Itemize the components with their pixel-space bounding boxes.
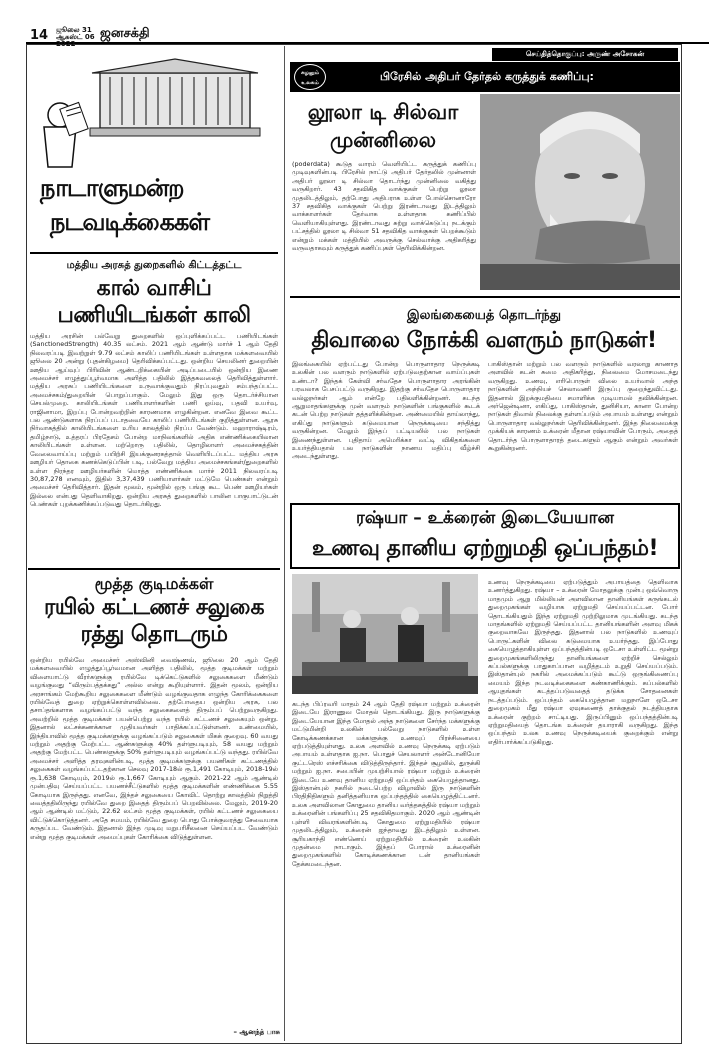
railway-headline <box>28 594 280 648</box>
section-credit-bar: செய்தித்தொகுப்பு: அருண் அசோகன் <box>492 48 678 61</box>
issue-date-line1: ஜூலை 31 <box>56 26 92 34</box>
globe-logo-icon <box>294 64 326 90</box>
railway-headline-line2: ரயில் கட்டணச் சலுகை <box>43 595 265 620</box>
railway-headline-line1: மூத்த குடிமக்கள் <box>94 574 214 593</box>
srilanka-body-col1: இலங்கையில் ஏற்பட்டது போன்ற பொருளாதார நெருக்கடி உலகின் பல வளரும் நாடுகளில் ஏற்படுவதற்கான வாய்ப்புகள் உண்டா? இந்தக் கேள்வி சர்வதேச பொருளாதார அரங்கின் பரவலாக பேசப்பட்டு வருகிறது. இதற்கு சர்வதேச பொருளாதார வல்லுநர்கள் ஆம் என்றே பதிலளிக்கின்றனர். கடந்த ஆறுமாதங்களுக்கு முன் வளரும் நாடுகளின் பங்குகளில் கூடக் கடன் பெற்ற நாடுகள் தத்தளிக்கின்றன. அண்மையில் தாய்லாந்து, எகிப்து நாடுகளும் கடுமையான நெருக்கடியை சந்தித்து வருகின்றன. மேலும் இந்தப் பட்டியலில் பல நாடுகள் இணைந்துள்ளன. புதிதாய் அமெரிக்கா வட்டி விகிதங்களை உயர்த்தியதால் பல நாடுகளின் நாணய மதிப்பு வீழ்ச்சி அடைந்துள்ளது. <box>292 360 480 461</box>
divider <box>290 296 680 298</box>
divider <box>30 252 278 254</box>
russia-body-col2: உணவு நெருக்கடியை ஏற்படுத்தும் அபாயத்தை தெளிவாக உணர்த்துகிறது. ரஷ்யா – உக்ரைன் மோதலுக்கு முன்பு ஒவ்வொரு மாதமும் ஆறு மில்லியன் அளவிலான தானியங்கள் கருங்கடல் துறைமுகங்கள் வழியாக ஏற்றுமதி செய்யப்பட்டன. போர் தொடங்கியதும் இந்த ஏற்றுமதி முற்றிலுமாக முடங்கியது. கடந்த மாதங்களில் ஏற்றுமதி செய்யப்பட்ட தானியங்களின் அளவு மிகக் குறைவாகவே இருந்தது. இதனால் பல நாடுகளில் உணவுப் பொருட்களின் விலை கடுமையாக உயர்ந்தது. இப்போது கையெழுத்தாகியுள்ள ஒப்பந்தத்தின்படி ஒடேசா உள்ளிட்ட மூன்று துறைமுகங்களிலிருந்து தானியங்களை ஏற்றிச் செல்லும் கப்பல்களுக்கு பாதுகாப்பான வழித்தடம் உறுதி செய்யப்படும். இஸ்தான்புல் நகரில் அமைக்கப்படும் கூட்டு ஒருங்கிணைப்பு மையம் இந்த நடவடிக்கைகளை கண்காணிக்கும். கப்பல்களில் ஆயுதங்கள் கடத்தப்படுவதைத் தடுக்க சோதனைகள் நடத்தப்படும். ஒப்பந்தம் கையெழுத்தான மறுநாளே ஒடேசா துறைமுகம் மீது ரஷ்யா ஏவுகணைத் தாக்குதல் நடத்தியதாக உக்ரைன் குற்றம் சாட்டியது. இருப்பினும் ஒப்பந்தத்தின்படி ஏற்றுமதியைத் தொடங்க உக்ரைன் தயாராகி வருகிறது. இந்த ஒப்பந்தம் உலக உணவு நெருக்கடியைக் குறைக்கும் என்று எதிர்பார்க்கப்படுகிறது. <box>488 578 678 746</box>
lula-headline <box>290 98 476 154</box>
lula-headline-line1: லூலா டி சில்வா <box>307 100 459 124</box>
lula-portrait-photo <box>480 94 680 290</box>
srilanka-headline: திவாலை நோக்கி வளரும் நாடுகள்! <box>311 328 657 353</box>
vacancy-headline-line1: கால் வாசிப் <box>96 276 212 301</box>
page-header <box>26 0 709 48</box>
russia-headline-line2: உணவு தானிய ஏற்றுமதி ஒப்பந்தம்! <box>311 536 659 561</box>
vacancy-subhead: மத்திய அரசுத் துறைகளில் கிட்டத்தட்ட <box>66 260 242 271</box>
vacancy-article-body: மத்திய அரசின் பல்வேறு துறைகளில் ஒப்புளிக்கப்பட்ட பணியிடங்கள் (SanctionedStrength) 40.35 லட்சம். 2021 ஆம் ஆண்டு மார்ச் 1 ஆம் தேதி நிலவரப்படி இவற்றுள் 9.79 லட்சம் காலிப் பணியிடங்கள் உள்ளதாக மக்களவையில் ஜூலை 20 அன்று (புதன்கிழமை) தெரிவிக்கப்பட்டது. ஒன்றிய செயலினர் துறையின் ஊதிய ஆய்வுப் பிரிவின் ஆண்டறிக்கையின் அடிப்படையில் ஒன்றிய இணை அமைச்சர் எழுத்துப்பூர்வமாக அளித்த பதிலில் இத்தகவலைத் தெரிவித்துள்ளார். மத்திய அரசுப் பணியிடங்களை உருவாக்குவதும் நிரப்புவதும் சம்பந்தப்பட்ட அமைச்சகம்/துறையின் பொறுப்பாகும். மேலும் இது ஒரு தொடர்ச்சியான செயல்முறை. காலியிடங்கள் பணியாளர்களின் பணி ஓய்வு, பதவி உயர்வு, ராஜினாமா, இறப்பு போன்றவற்றின் காரணமாக எழுகின்றன. எனவே இவை கூட்ட பல ஆண்டுகளாக நிரப்பப் படாதவையே காலிப் பணியிடங்கள் குறித்துள்ளன. ஆரசு நிர்வாகத்தில் காலியிடங்களை உரிய காலத்தில் நிரப்ப வேண்டும். மஹாராஷ்டிரம், தமிழ்நாடு, உத்தரப் பிரதேசம் போன்ற மாநிலங்களில் அதிக எண்ணிக்கையிலான காலியிடங்கள் உள்ளன. மற்றொரு பதிலில், தொழிலாளர் அமைச்சகத்தின் வேலைவாய்ப்பு மற்றும் பயிற்சி இயக்குனரகத்தால் வெளியிடப்பட்ட மத்திய அரசு ஊழியர் தொகை கணக்கெடுப்பின் படி, பல்வேறு மத்திய அமைச்சகங்கள்/துறைகளில் உள்ள நிரந்தர ஊழியர்களின் மொத்த எண்ணிக்கை மார்ச் 2011 நிலவரப்படி 30,87,278 எனவும், இதில் 3,37,439 பணியாளர்கள் மட்டுமே பெண்கள் என்றும் அமைச்சர் தெரிவித்தார். இதன் மூலம், மூன்றில் ஒரு பங்கு கூட பெண் ஊழியர்கள் இல்லை என்பது தெளிவாகிறது. ஒன்றிய அரசுத் துறைகளில் பாலின பாகுபாட்டுடன் பெண்கள் புறக்கணிக்கப்படுவது தொடர்கிறது. <box>30 332 278 509</box>
vacancy-headline-line2: பணியிடங்கள் காலி <box>57 303 251 328</box>
parliament-title-line1: நாடாளுமன்ற <box>40 174 184 202</box>
vacancy-headline <box>28 275 280 329</box>
parliament-title-line2: நடவடிக்கைகள் <box>50 208 209 236</box>
lula-headline-line2: முன்னிலை <box>329 128 437 152</box>
srilanka-body-col2: பாகிஸ்தான் மற்றும் பல வளரும் நாடுகளில் வரலாறு காணாத அளவில் கடன் சுமை அதிகரித்து, நிலைமை மோசமடைந்து வருகிறது. உணவு, எரிபொருள் விலை உயர்வால் அந்த நாடுகளின் அந்நியச் செலாவணி இருப்பு குறைந்துவிட்டது. இதனால் இறக்குமதியை சமாளிக்க முடியாமல் தவிக்கின்றன. அர்ஜென்டினா, எகிப்து, பாகிஸ்தான், துனிசியா, கானா போன்ற நாடுகள் திவால் நிலைக்கு தள்ளப்படும் அபாயம் உள்ளது என்றும் பொருளாதார வல்லுநர்கள் தெரிவிக்கின்றனர். இந்த நிலைமைக்கு முக்கியக் காரணம் உக்ரைன் மீதான ரஷ்யாவின் போரும், அதைத் தொடர்ந்த பொருளாதாரத் தடைகளும் ஆகும் என்றும் அவர்கள் கூறுகின்றனர். <box>488 360 678 453</box>
logo-line2: உலகம் <box>301 80 319 86</box>
brazil-banner-text: பிரேசில் அதிபர் தேர்தல் கருத்துக் கணிப்பு: <box>380 70 594 83</box>
parliament-section-title <box>30 172 278 248</box>
russia-body-col1: கடந்த பிப்ரவரி மாதம் 24 ஆம் தேதி ரஷ்யா மற்றும் உக்ரைன் இடையே இராணுவ மோதல் தொடங்கியது. இரு நாடுகளுக்கு இடையேயான இந்த மோதல் அந்த நாடுகளை சேர்ந்த மக்களுக்கு மட்டுமின்றி உலகின் பல்வேறு நாடுகளில் உள்ள கோடிக்கணக்கான மக்களுக்கு உணவுப் பிரச்சினையை ஏற்படுத்தியுள்ளது. உலக அளவில் உணவு நெருக்கடி ஏற்படும் அபாயம் உள்ளதாக ஐ.நா. பொதுச் செயலாளர் அன்டோனியோ குட்டரெஸ் எச்சரிக்கை விடுத்திருந்தார். இந்தச் சூழலில், துருக்கி மற்றும் ஐ.நா. சபையின் முயற்சியால் ரஷ்யா மற்றும் உக்ரைன் இடையே உணவு தானிய ஏற்றுமதி ஒப்பந்தம் கையெழுத்தானது. இஸ்தான்புல் நகரில் நடைபெற்ற விழாவில் இரு நாடுகளின் பிரதிநிதிகளும் தனித்தனியாக ஒப்பந்தத்தில் கையெழுத்திட்டனர். உலக அளவிலான கோதுமை தானிய வர்த்தகத்தில் ரஷ்யா மற்றும் உக்ரைனின் பங்களிப்பு 25 சதவிகிதமாகும். 2020 ஆம் ஆண்டின் புள்ளி விவரங்களின்படி கோதுமை ஏற்றுமதியில் ரஷ்யா முதலிடத்திலும், உக்ரைன் ஐந்தாவது இடத்திலும் உள்ளன. சூரியகாந்தி எண்ணெய் ஏற்றுமதியில் உக்ரைன் உலகின் முதன்மை நாடாகும். இந்தப் போரால் உக்ரைனின் துறைமுகங்களில் கோடிக்கணக்கான டன் தானியங்கள் தேக்கமடைந்தன. <box>292 700 480 868</box>
railway-byline: – ஆனந்த் பாசு <box>233 1028 280 1036</box>
world-section-banner <box>290 62 680 92</box>
grain-deal-signing-photo <box>292 574 478 694</box>
railway-article-body: ஒன்றிய ரயில்வே அமைச்சர் அஸ்வினி வைஷ்ணவ், ஜூலை 20 ஆம் தேதி மக்களவையில் எழுத்துப்பூர்வமான அளித்த பதிலில், மூத்த குடிமக்கள் மற்றும் விளையாட்டு வீரர்களுக்கு ரயில்வே டிக்கெட்டுகளில் சலுகைகளை மீண்டும் வழங்குவது “விரும்பத்தக்கது” அல்ல என்று கூறியுள்ளார். இதன் மூலம், ஒன்றிய அரசாங்கம் மேற்கூறிய சலுகைகளை மீண்டும் வழங்குவதாக எழுந்த கோரிக்கைகளை ரயில்வேத் துறை ஏற்றுக்கொள்ளவில்லை. தற்போதைய ஒன்றிய அரசு, பல தசாப்தங்களாக வழங்கப்பட்டு வந்த சலுகைகளைத் திரும்பப் பெற்றுவருகிறது. அவற்றில் மூத்த குடிமக்கள் பயன்பெற்று வந்த ரயில் கட்டணச் சலுகையும் ஒன்று. இதனால் லட்சக்கணக்கான முதியவர்கள் பாதிக்கப்பட்டுள்ளனர். உண்மையில், இந்தியாவில் மூத்த குடிமக்களுக்கு வழங்கப்படும் சலுகைகள் மிகக் குறைவு. 60 வயது மற்றும் அதற்கு மேற்பட்ட ஆண்களுக்கு 40% தள்ளுபடியும், 58 வயது மற்றும் அதற்கு மேற்பட்ட பெண்களுக்கு 50% தள்ளுபடியும் வழங்கப்பட்டு வந்தது. ரயில்வே அமைச்சர் அளித்த தரவுகளின்படி, மூத்த குடிமக்களுக்கு பயணிகள் கட்டணத்தில் சலுகைகள் வழங்கப்பட்டதற்கான செலவு 2017-18ல் ரூ.1,491 கோடியும், 2018-19ல் ரூ.1,638 கோடியும், 2019ல் ரூ.1,667 கோடியும் ஆகும். 2021-22 ஆம் ஆண்டில் முன்பதிவு செய்யப்பட்ட பயணச்சீட்டுகளில் மூத்த குடிமக்களின் எண்ணிக்கை 5.55 கோடியாக இருந்தது. எனவே, இந்தச் சலுகையை கோவிட் தொற்று காலத்தில் நிறுத்தி வைத்ததிலிருந்து ரயில்வே துறை இதைத் திரும்பப் பெறவில்லை. மேலும், 2019-20 ஆம் ஆண்டில் மட்டும், 22.62 லட்சம் மூத்த குடிமக்கள், ரயில் கட்டணச் சலுகையை விட்டுக்கொடுத்தனர். அதே சமயம், ரயில்வே துறை பொது போக்குவரத்து சேவையாக கருதப்பட வேண்டும். இதனால் இந்த முடிவு மறுபரிசீலனை செய்யப்பட வேண்டும் என்று மூத்த குடிமக்கள் அமைப்புகள் கோரிக்கை விடுத்துள்ளன. <box>30 656 278 841</box>
parliament-cartoon <box>30 55 275 175</box>
divider <box>28 568 280 570</box>
srilanka-subhead: இலங்கையைத் தொடர்ந்து <box>406 308 561 323</box>
column-divider <box>284 46 285 1041</box>
masthead: ஜனசக்தி <box>100 26 150 41</box>
logo-line1: சுழலும் <box>300 70 320 76</box>
issue-year: 2022 <box>56 40 76 48</box>
railway-headline-line3: ரத்து தொடரும் <box>80 622 228 647</box>
issue-date-line2: ஆகஸ்ட் 06 <box>56 33 95 41</box>
russia-headline-line1: ரஷ்யா – உக்ரைன் இடையேயான <box>356 508 614 528</box>
page-number: 14 <box>30 28 49 43</box>
lula-article-body: (poderdata) கூடுத வாரம் வெளியிட்ட கருத்துக் கணிப்பு முடிவுகளின்படி பிரேசில் நாட்டு அதிபர் தேர்தலில் முன்னாள் அதிபர் லூலா டி சில்வா தொடர்ந்து முன்னிலை வகித்து வருகிறார். 43 சதவிகித வாக்குகள் பெற்று லூலா முதலிடத்திலும், தற்போது அதிபராக உள்ள போல்சொனாரோ 37 சதவிகித வாக்குகள் பெற்று இரண்டாவது இடத்திலும் வாக்காளர்கள் தேர்வாக உள்ளதாக கணிப்பில் வெளியாகியுள்ளது. இரண்டாவது சுற்று வாக்கெடுப்பு நடக்கும் பட்சத்தில் லூலா டி சில்வா 51 சதவிகித வாக்குகள் பெறக்கூடும் என்றும் மக்கள் மத்தியில் அவருக்கு செல்வாக்கு அதிகரித்து வருவதாகவும் கருத்துக் கணிப்புகள் தெரிவிக்கின்றன. <box>292 160 476 253</box>
